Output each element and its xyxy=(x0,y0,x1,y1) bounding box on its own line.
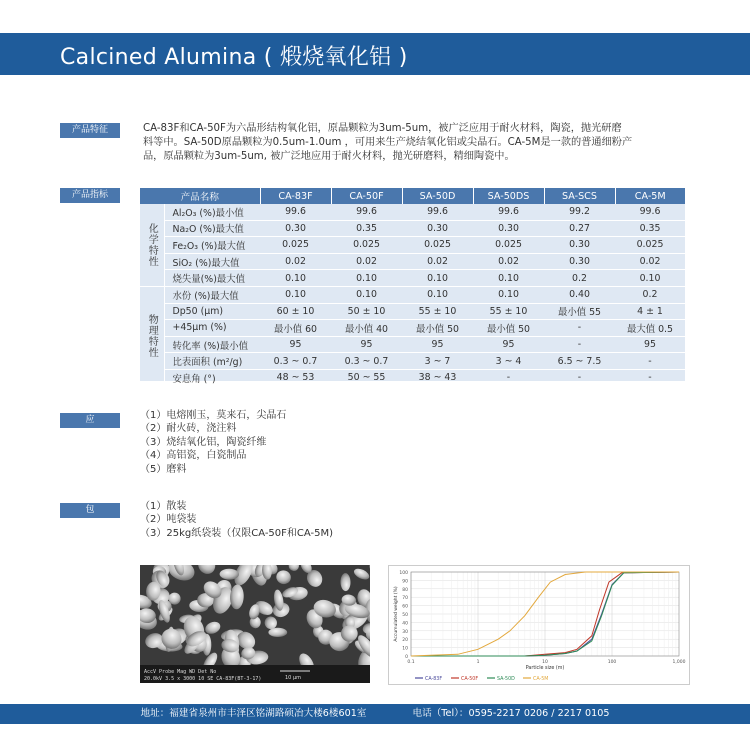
table-cell: 0.025 xyxy=(260,237,331,254)
table-cell: 最小值 50 xyxy=(402,320,473,337)
table-row xyxy=(140,369,685,386)
table-row xyxy=(140,237,685,254)
table-cell: 0.2 xyxy=(544,270,615,287)
footer-address: 地址：福建省泉州市丰泽区铭湖路硕冶大楼6楼601室 xyxy=(140,708,367,719)
group-physical: 物理特性 xyxy=(140,286,164,386)
table-cell: 0.27 xyxy=(544,220,615,237)
table-row xyxy=(140,286,685,303)
table-cell: 0.10 xyxy=(473,270,544,287)
section-label-features: 产品特征 xyxy=(60,123,120,138)
table-cell: 0.025 xyxy=(402,237,473,254)
table-cell: 95 xyxy=(331,336,402,353)
table-cell: 0.30 xyxy=(473,220,544,237)
x-axis-label: Particle size (m) xyxy=(525,666,565,671)
table-cell: - xyxy=(615,369,685,386)
table-cell: 0.10 xyxy=(473,286,544,303)
table-cell: 4 ± 1 xyxy=(615,303,685,320)
features-line: 料等中。SA-50D原晶颗粒为0.5um-1.0um ，可用来生产烧结氧化铝或尖晶石。CA-5M是一款的普通细粉产 xyxy=(143,137,633,148)
table-cell: 最小值 50 xyxy=(473,320,544,337)
list-item: （1）散装 xyxy=(140,501,187,512)
col-header: SA-50DS xyxy=(473,188,544,204)
table-cell: 38 ~ 43 xyxy=(402,369,473,386)
footer-text xyxy=(0,704,750,724)
legend-label: CA-50F xyxy=(461,677,479,682)
table-cell: 99.6 xyxy=(473,204,544,220)
row-label: 安息角 (°) xyxy=(164,369,260,386)
y-tick-label: 80 xyxy=(402,587,408,593)
table-cell: 0.10 xyxy=(331,270,402,287)
table-cell: - xyxy=(544,369,615,386)
table-cell: 3 ~ 7 xyxy=(402,353,473,370)
table-cell: 50 ~ 55 xyxy=(331,369,402,386)
table-cell: 0.10 xyxy=(260,286,331,303)
table-cell: 0.10 xyxy=(402,270,473,287)
row-label: Dp50 (μm) xyxy=(164,303,260,320)
table-cell: 0.02 xyxy=(615,253,685,270)
table-cell: 0.40 xyxy=(544,286,615,303)
sem-scale-bar: 10 μm xyxy=(285,675,302,681)
table-cell: 60 ± 10 xyxy=(260,303,331,320)
table-cell: 0.025 xyxy=(615,237,685,254)
sem-caption-labels: AccV Probe Mag WD Det No xyxy=(144,669,217,675)
y-tick-label: 20 xyxy=(402,638,408,644)
list-item: （3）烧结氧化铝，陶瓷纤维 xyxy=(140,436,267,448)
x-tick-label: 100 xyxy=(607,660,617,665)
table-cell: 0.30 xyxy=(402,220,473,237)
x-tick-label: 10 xyxy=(542,660,548,665)
table-row xyxy=(140,270,685,287)
table-row xyxy=(140,336,685,353)
x-tick-label: 1,000 xyxy=(672,660,686,665)
spec-table-header xyxy=(140,188,685,204)
table-row xyxy=(140,303,685,320)
list-item: （2）耐火砖，浇注料 xyxy=(140,423,237,435)
table-cell: 0.10 xyxy=(331,286,402,303)
x-tick-label: 1 xyxy=(476,660,480,665)
table-cell: 0.02 xyxy=(473,253,544,270)
col-header: SA-SCS xyxy=(544,188,615,204)
packaging-list xyxy=(140,500,333,540)
table-cell: 0.10 xyxy=(260,270,331,287)
y-axis-label: Accumulated weight (%) xyxy=(394,586,399,642)
table-cell: 95 xyxy=(615,336,685,353)
table-cell: - xyxy=(473,369,544,386)
row-label: 烧失量(%)最大值 xyxy=(164,270,260,287)
table-cell: 0.35 xyxy=(615,220,685,237)
row-label: Fe₂O₃ (%)最大值 xyxy=(164,237,260,254)
table-cell: 99.6 xyxy=(615,204,685,220)
table-cell: 最小值 40 xyxy=(331,320,402,337)
legend-label: SA-50D xyxy=(497,677,515,682)
table-cell: - xyxy=(544,320,615,337)
table-cell: 55 ± 10 xyxy=(402,303,473,320)
table-cell: 99.2 xyxy=(544,204,615,220)
table-cell: 最小值 60 xyxy=(260,320,331,337)
table-cell: 99.6 xyxy=(402,204,473,220)
table-cell: 0.30 xyxy=(544,253,615,270)
y-tick-label: 0 xyxy=(405,655,408,660)
table-cell: 0.30 xyxy=(544,237,615,254)
table-cell: 0.02 xyxy=(331,253,402,270)
table-cell: 0.10 xyxy=(615,270,685,287)
table-cell: 最小值 55 xyxy=(544,303,615,320)
row-label: 转化率 (%)最小值 xyxy=(164,336,260,353)
group-chemical: 化学特性 xyxy=(140,204,164,286)
row-label: Na₂O (%)最大值 xyxy=(164,220,260,237)
table-cell: 6.5 ~ 7.5 xyxy=(544,353,615,370)
y-tick-label: 30 xyxy=(402,629,408,635)
particle-size-chart xyxy=(388,565,690,685)
list-item: （4）高铝瓷，白瓷制品 xyxy=(140,450,247,462)
table-cell: 0.3 ~ 0.7 xyxy=(260,353,331,370)
table-cell: 99.6 xyxy=(260,204,331,220)
table-cell: 0.35 xyxy=(331,220,402,237)
features-line: 品，原晶颗粒为3um-5um, 被广泛地应用于耐火材料，抛光研磨料，精细陶瓷中。 xyxy=(143,151,515,162)
section-label-applications: 应 用 xyxy=(60,413,120,428)
col-header: SA-50D xyxy=(402,188,473,204)
list-item: （3）25kg纸袋装（仅限CA-50F和CA-5M) xyxy=(140,527,334,539)
table-cell: 0.02 xyxy=(402,253,473,270)
table-row xyxy=(140,320,685,337)
table-cell: 0.025 xyxy=(473,237,544,254)
col-header: CA-50F xyxy=(331,188,402,204)
table-row xyxy=(140,253,685,270)
table-cell: 最大值 0.5 xyxy=(615,320,685,337)
table-cell: - xyxy=(544,336,615,353)
sem-image xyxy=(140,565,370,683)
features-paragraph xyxy=(143,122,703,164)
header-product-name: 产品名称 xyxy=(140,188,260,204)
list-item: （1）电熔刚玉，莫来石，尖晶石 xyxy=(140,410,287,421)
table-cell: 3 ~ 4 xyxy=(473,353,544,370)
sem-caption-values: 20.0kV 3.5 x 3000 10 SE CA-83F(BT-3-17) xyxy=(144,676,262,682)
list-item: （5）磨料 xyxy=(140,463,187,475)
table-cell: 0.30 xyxy=(260,220,331,237)
y-tick-label: 70 xyxy=(402,596,408,602)
sem-grain xyxy=(268,628,287,637)
sem-micrograph xyxy=(140,565,370,683)
footer-phone: 电话（Tel）：0595-2217 0206 / 2217 0105 xyxy=(412,708,610,719)
row-label: SiO₂ (%)最大值 xyxy=(164,253,260,270)
table-cell: 99.6 xyxy=(331,204,402,220)
row-label: 水份 (%)最大值 xyxy=(164,286,260,303)
legend-label: CA-5M xyxy=(533,677,549,682)
table-cell: 95 xyxy=(260,336,331,353)
y-tick-label: 10 xyxy=(402,646,408,652)
features-line: CA-83F和CA-50F为六晶形结构氧化铝，原晶颗粒为3um-5um，被广泛应用于耐火材料，陶瓷，抛光研磨 xyxy=(143,123,622,134)
row-label: +45μm (%) xyxy=(164,320,260,337)
table-cell: 50 ± 10 xyxy=(331,303,402,320)
table-cell: - xyxy=(615,353,685,370)
page-title: Calcined Alumina ( 煅烧氧化铝 ) xyxy=(60,45,408,70)
table-cell: 55 ± 10 xyxy=(473,303,544,320)
table-row xyxy=(140,204,685,220)
row-label: Al₂O₃ (%)最小值 xyxy=(164,204,260,220)
table-cell: 0.02 xyxy=(260,253,331,270)
table-cell: 95 xyxy=(473,336,544,353)
section-label-packaging: 包 装 xyxy=(60,503,120,518)
table-row xyxy=(140,220,685,237)
col-header: CA-83F xyxy=(260,188,331,204)
table-cell: 0.10 xyxy=(402,286,473,303)
y-tick-label: 40 xyxy=(402,621,408,627)
y-tick-label: 60 xyxy=(402,604,408,610)
y-tick-label: 50 xyxy=(402,613,408,618)
spec-table xyxy=(140,188,685,387)
table-cell: 0.2 xyxy=(615,286,685,303)
y-tick-label: 90 xyxy=(402,579,408,585)
chart-svg xyxy=(389,566,689,684)
applications-list xyxy=(140,409,286,476)
y-tick-label: 100 xyxy=(399,571,408,576)
section-label-specs: 产品指标 xyxy=(60,188,120,203)
legend-label: CA-83F xyxy=(425,677,443,682)
x-tick-label: 0.1 xyxy=(407,660,415,665)
table-row xyxy=(140,353,685,370)
table-cell: 0.025 xyxy=(331,237,402,254)
table-cell: 48 ~ 53 xyxy=(260,369,331,386)
col-header: CA-5M xyxy=(615,188,685,204)
table-cell: 95 xyxy=(402,336,473,353)
table-cell: 0.3 ~ 0.7 xyxy=(331,353,402,370)
row-label: 比表面积 (m²/g) xyxy=(164,353,260,370)
list-item: （2）吨袋装 xyxy=(140,514,197,526)
